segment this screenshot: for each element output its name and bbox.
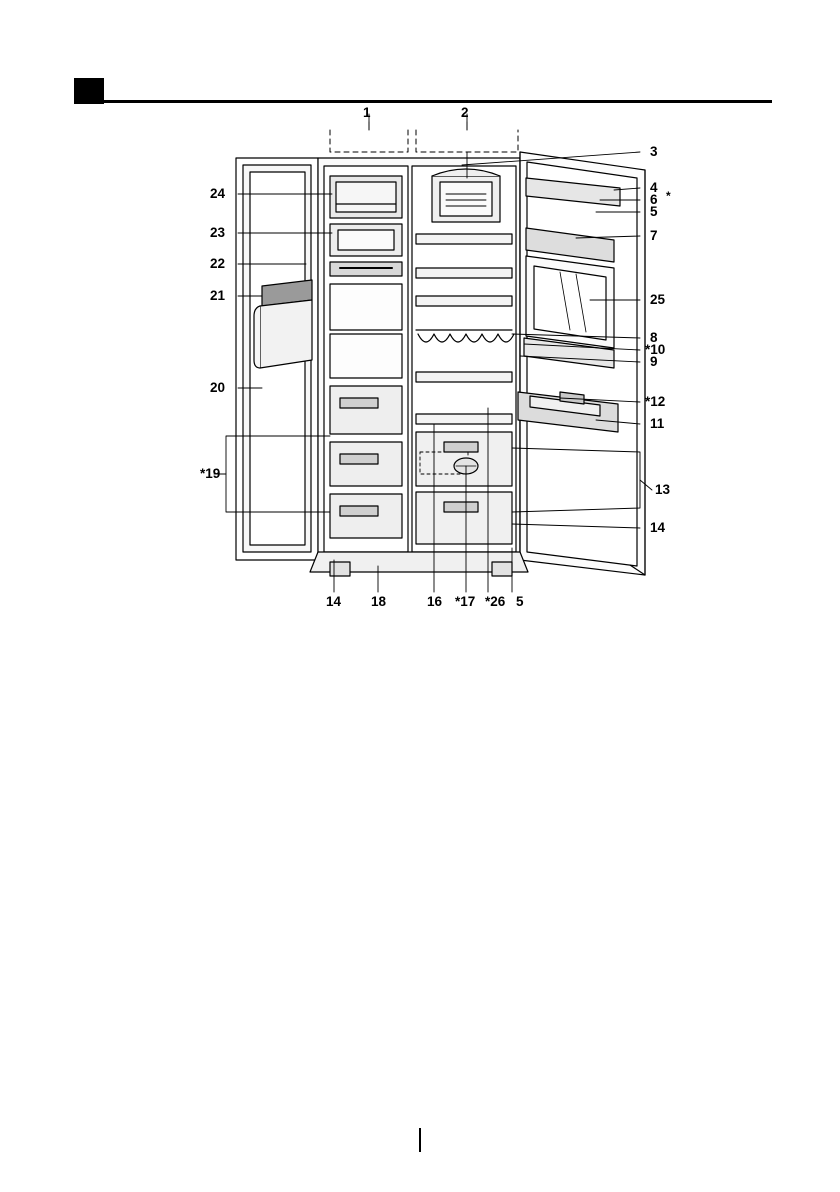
freezer-drawers	[330, 386, 402, 538]
leveling-foot-left	[330, 562, 350, 576]
leveling-foot-right	[492, 562, 512, 576]
callout-bottom-26: *26	[485, 594, 506, 609]
callout-top-2: 2	[461, 105, 469, 120]
callout-right-7: 7	[650, 228, 658, 243]
callout-bottom-14: 14	[326, 594, 342, 609]
door-bin-large	[260, 300, 312, 368]
callout-top-1: 1	[363, 105, 371, 120]
callout-right-6: 6	[650, 192, 658, 207]
callout-bottom-16: 16	[427, 594, 443, 609]
callout-right-12: *12	[645, 394, 666, 409]
callout-right-11: 11	[650, 416, 665, 431]
callout-right-asterisk: *	[666, 189, 671, 203]
callout-right-5: 5	[650, 204, 658, 219]
footer-page-marker	[419, 1128, 421, 1152]
callout-left-22: 22	[210, 256, 226, 271]
callout-right-14: 14	[650, 520, 666, 535]
callout-left-24: 24	[210, 186, 226, 201]
freezer-shelf-lower	[330, 334, 402, 378]
callout-left-23: 23	[210, 225, 226, 240]
freezer-shelf-upper	[330, 284, 402, 330]
group-bracket-2	[416, 130, 518, 152]
callout-left-20: 20	[210, 380, 226, 395]
crisper-drawer-lower	[416, 492, 512, 544]
callout-right-3: 3	[650, 144, 658, 159]
callout-right-8: 8	[650, 330, 658, 345]
callout-bottom-18: 18	[371, 594, 387, 609]
callout-right-9: 9	[650, 354, 658, 369]
callout-right-10: *10	[645, 342, 666, 357]
callout-right-4: 4	[650, 180, 658, 195]
callout-left-19: *19	[200, 466, 221, 481]
callout-bottom-5: 5	[516, 594, 524, 609]
callout-right-13: 13	[655, 482, 671, 497]
callout-right-25: 25	[650, 292, 666, 307]
group-bracket-1	[330, 130, 408, 152]
callout-bottom-17: *17	[455, 594, 476, 609]
callout-left-21: 21	[210, 288, 226, 303]
